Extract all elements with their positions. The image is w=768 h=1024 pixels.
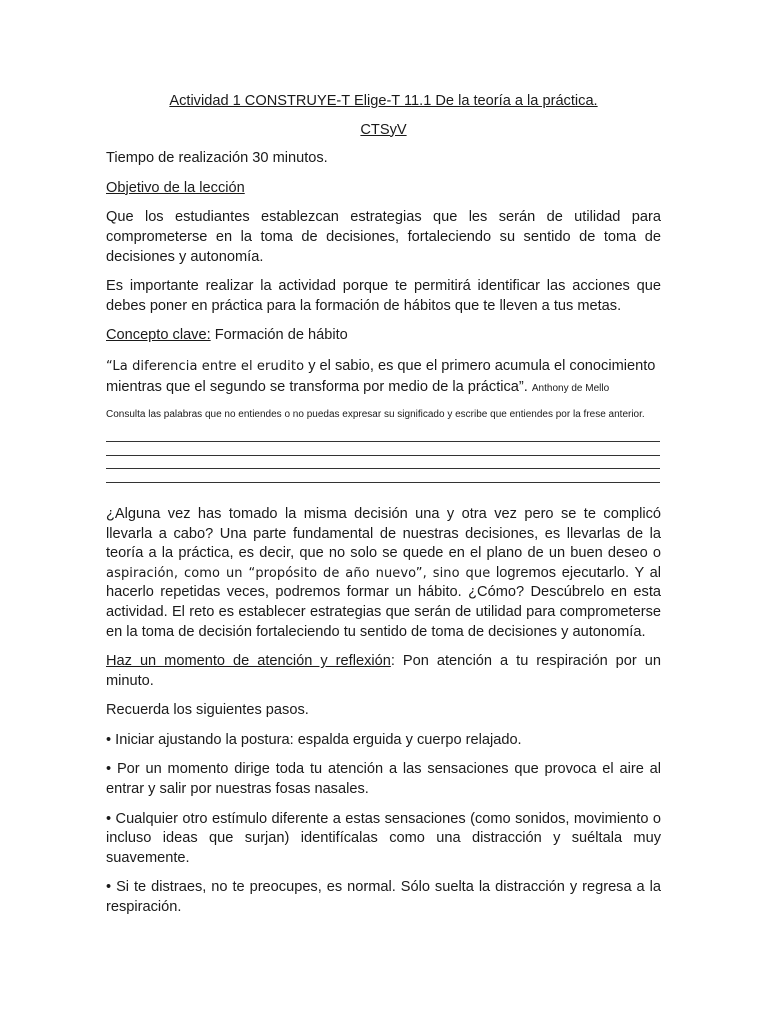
answer-line[interactable] (106, 442, 660, 456)
answer-line[interactable] (106, 429, 660, 443)
answer-line[interactable] (106, 456, 660, 470)
attention-label: Haz un momento de atención y reflexión (106, 653, 391, 670)
attention-text: : Pon atención a tu respiración por un minuto. (106, 653, 662, 689)
step-item: • Por un momento dirige toda tu atención a las sensaciones que provoca el aire al entrar y salir por nuestras fosas nasales. (106, 761, 661, 798)
document-page (106, 92, 661, 928)
intro-part-2: aspiración, como un “propósito de año nuevo”, sino que (106, 565, 491, 581)
objective-heading: Objetivo de la lección (106, 179, 245, 196)
attention-paragraph (106, 652, 661, 691)
document-title: Actividad 1 CONSTRUYE-T Elige-T 11.1 De la teoría a la práctica. (169, 93, 598, 109)
key-concept-value: Formación de hábito (210, 327, 348, 344)
importance-text: Es importante realizar la actividad porque te permitirá identificar las acciones que debes poner en práctica para la formación de hábitos que te lleven a tus metas. (106, 278, 661, 314)
instruction-text: Consulta las palabras que no entiendes o no puedas expresar su significado y escribe que entiendes por la frese anterior. (106, 408, 645, 420)
intro-part-3: logremos ejecutarlo. Y al hacerlo repetidas veces, podremos formar un hábito. ¿Cómo? Descúbrelo en esta actividad. El reto es establecer estrategias que serán de utilidad para comprometerse en la toma de decisión fortaleciendo tu sentido de toma de decisiones y autonomía. (106, 564, 661, 640)
objective-text: Que los estudiantes establezcan estrategias que les serán de utilidad para comprometerse en la toma de decisiones, fortaleciendo su sentido de toma de decisiones y autonomía. (106, 209, 661, 265)
steps-intro: Recuerda los siguientes pasos. (106, 702, 309, 719)
step-item: • Iniciar ajustando la postura: espalda erguida y cuerpo relajado. (106, 731, 522, 748)
quote-author: Anthony de Mello (531, 382, 610, 394)
document-subtitle: CTSyV (360, 121, 407, 138)
key-concept (106, 326, 661, 346)
step-item: • Si te distraes, no te preocupes, es normal. Sólo suelta la distracción y regresa a la respiración. (106, 879, 661, 916)
answer-lines[interactable] (106, 429, 661, 483)
duration-text: Tiempo de realización 30 minutos. (106, 150, 328, 167)
answer-line[interactable] (106, 469, 660, 483)
quote (106, 356, 661, 399)
step-item: • Cualquier otro estímulo diferente a estas sensaciones (como sonidos, movimiento o incluso ideas que surjan) identifícalas como una distracción y suéltala muy suavemente. (106, 810, 661, 866)
intro-paragraph (106, 505, 661, 642)
key-concept-label: Concepto clave: (106, 327, 211, 344)
intro-part-1: ¿Alguna vez has tomado la misma decisión una y otra vez pero se te complicó llevarla a cabo? Una parte fundamental de nuestras decisiones, es llevarlas de la teoría a la práctica, es decir, que no solo se quede en el plano de un buen deseo o (106, 505, 661, 562)
quote-part-1: “La diferencia entre el erudito (106, 358, 305, 374)
quote-part-3: ”. (518, 378, 532, 395)
quote-part-2: y el sabio, es que el primero acumula el conocimiento mientras que el segundo se transforma por medio de la práctica (106, 357, 656, 395)
